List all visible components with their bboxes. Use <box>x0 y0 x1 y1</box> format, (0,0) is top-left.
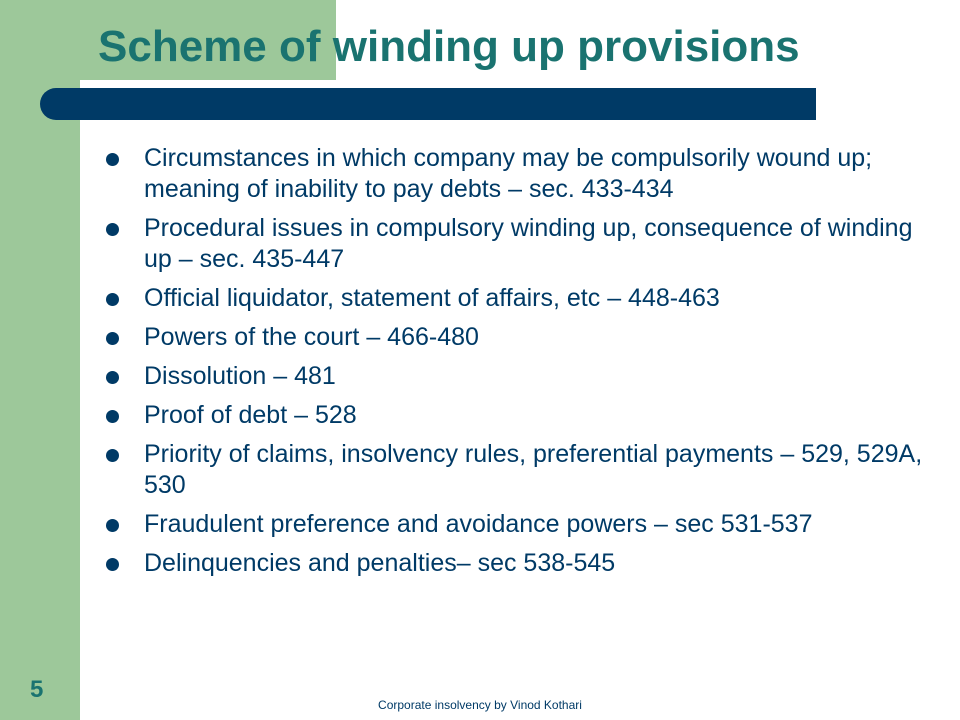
bullet-dot-icon <box>106 332 119 345</box>
bullet-text: Powers of the court – 466-480 <box>144 323 479 351</box>
bullet-list <box>106 143 926 587</box>
bullet-text: Circumstances in which company may be compulsorily wound up; meaning of inability to pay debts – sec. 433-434 <box>144 144 873 203</box>
bullet-item <box>106 548 926 579</box>
bullet-text: Dissolution – 481 <box>144 362 336 390</box>
bullet-dot-icon <box>106 371 119 384</box>
bullet-dot-icon <box>106 223 119 236</box>
bullet-text: Priority of claims, insolvency rules, preferential payments – 529, 529A, 530 <box>144 440 923 499</box>
slide-number: 5 <box>30 676 44 703</box>
footer-text: Corporate insolvency by Vinod Kothari <box>378 698 582 712</box>
slide-title: Scheme of winding up provisions <box>98 22 800 71</box>
bullet-item <box>106 322 926 353</box>
bullet-text: Official liquidator, statement of affairs, etc – 448-463 <box>144 284 720 312</box>
bullet-item <box>106 143 926 205</box>
bullet-item <box>106 213 926 275</box>
bullet-dot-icon <box>106 410 119 423</box>
bullet-dot-icon <box>106 519 119 532</box>
bullet-text: Fraudulent preference and avoidance powers – sec 531-537 <box>144 510 813 538</box>
title-underline-bar <box>40 88 816 120</box>
bullet-dot-icon <box>106 558 119 571</box>
bullet-dot-icon <box>106 153 119 166</box>
bullet-item <box>106 400 926 431</box>
bullet-dot-icon <box>106 449 119 462</box>
bullet-text: Procedural issues in compulsory winding up, consequence of winding up – sec. 435-447 <box>144 214 913 273</box>
bullet-item <box>106 509 926 540</box>
bullet-text: Proof of debt – 528 <box>144 401 357 429</box>
bullet-text: Delinquencies and penalties– sec 538-545 <box>144 549 616 577</box>
bullet-item <box>106 283 926 314</box>
bullet-item <box>106 361 926 392</box>
bullet-item <box>106 439 926 501</box>
bullet-dot-icon <box>106 293 119 306</box>
